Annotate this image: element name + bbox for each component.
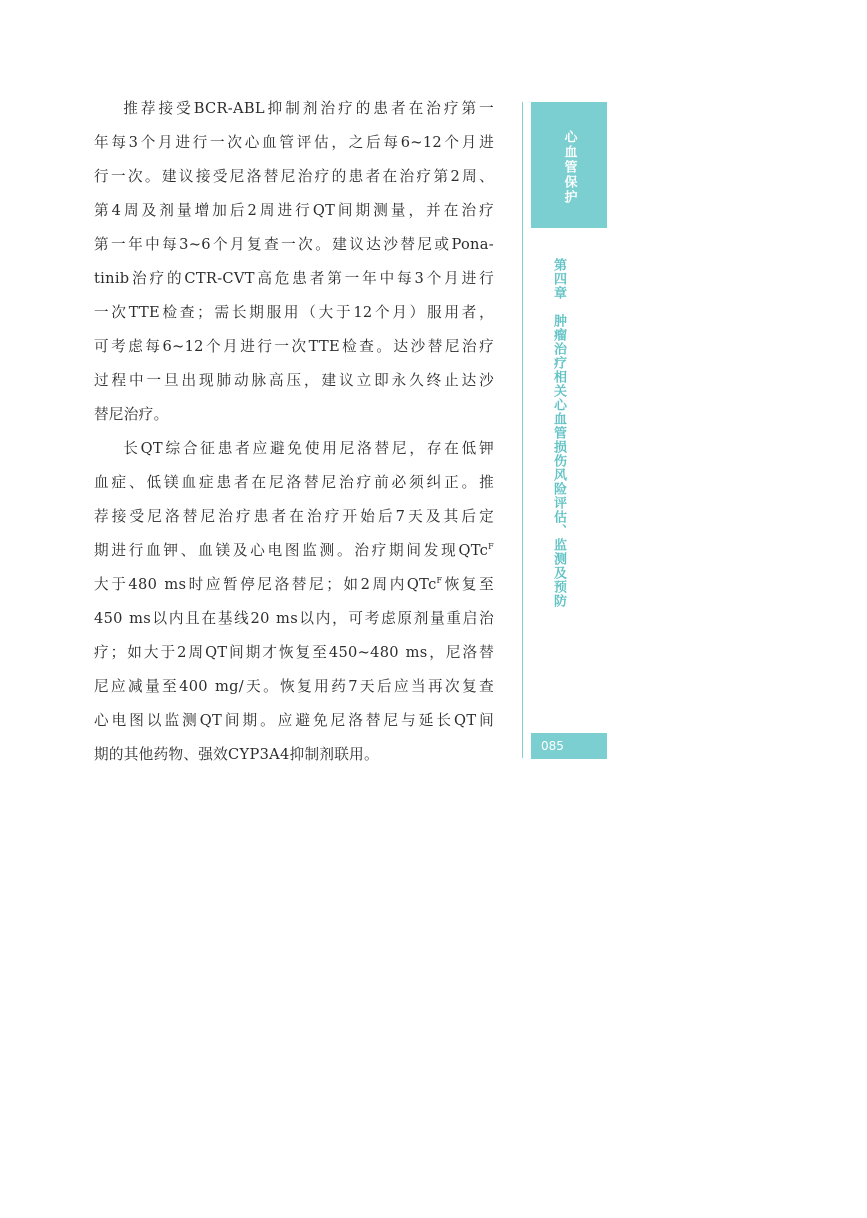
superscript: F (436, 576, 443, 586)
chapter-title-text: 第四章 肿瘤治疗相关心血管损伤风险评估、监测及预防 (551, 258, 566, 608)
text-line: 长QT综合征患者应避免使用尼洛替尼，存在低钾 (123, 440, 494, 457)
text-line: 心电图以监测QT间期。应避免尼洛替尼与延长QT间 (94, 712, 494, 729)
text-line: 450 ms以内且在基线20 ms以内，可考虑原剂量重启治 (94, 610, 494, 627)
text-line: 第4周及剂量增加后2周进行QT间期测量，并在治疗 (94, 202, 494, 219)
text-line (94, 568, 494, 602)
paragraph-2 (94, 432, 494, 772)
paragraph-1 (94, 92, 494, 432)
text-segment: 大于480 ms时应暂停尼洛替尼；如2周内QTc (94, 576, 437, 593)
sidebar-divider (522, 102, 523, 758)
text-line: 荐接受尼洛替尼治疗患者在治疗开始后7天及其后定 (94, 508, 494, 525)
text-line: 年每3个月进行一次心血管评估，之后每6~12个月进 (94, 134, 494, 151)
text-line: 疗；如大于2周QT间期才恢复至450~480 ms，尼洛替 (94, 644, 494, 661)
text-line: 期的其他药物、强效CYP3A4抑制剂联用。 (94, 746, 379, 763)
body-text (94, 92, 494, 772)
text-line: 推荐接受BCR-ABL抑制剂治疗的患者在治疗第一 (123, 100, 494, 117)
text-line: 一次TTE检查；需长期服用（大于12个月）服用者， (94, 304, 494, 321)
text-line: 过程中一旦出现肺动脉高压，建议立即永久终止达沙 (94, 372, 494, 389)
text-line: 第一年中每3~6个月复查一次。建议达沙替尼或Pona- (94, 236, 494, 253)
text-line: 可考虑每6~12个月进行一次TTE检查。达沙替尼治疗 (94, 338, 494, 355)
section-tab (531, 102, 607, 228)
chapter-title (549, 258, 579, 612)
text-segment: 期进行血钾、血镁及心电图监测。治疗期间发现QTc (94, 542, 489, 559)
text-line: 替尼治疗。 (94, 406, 169, 423)
text-line: 行一次。建议接受尼洛替尼治疗的患者在治疗第2周、 (94, 168, 494, 185)
text-segment: 恢复至 (442, 576, 495, 593)
text-line: tinib治疗的CTR-CVT高危患者第一年中每3个月进行 (94, 270, 494, 287)
text-line: 尼应减量至400 mg/天。恢复用药7天后应当再次复查 (94, 678, 494, 695)
section-label: 心血管保护 (561, 130, 577, 205)
page-number: 085 (531, 733, 607, 759)
superscript: F (488, 542, 494, 552)
text-line (94, 534, 494, 568)
text-line: 血症、低镁血症患者在尼洛替尼治疗前必须纠正。推 (94, 474, 494, 491)
